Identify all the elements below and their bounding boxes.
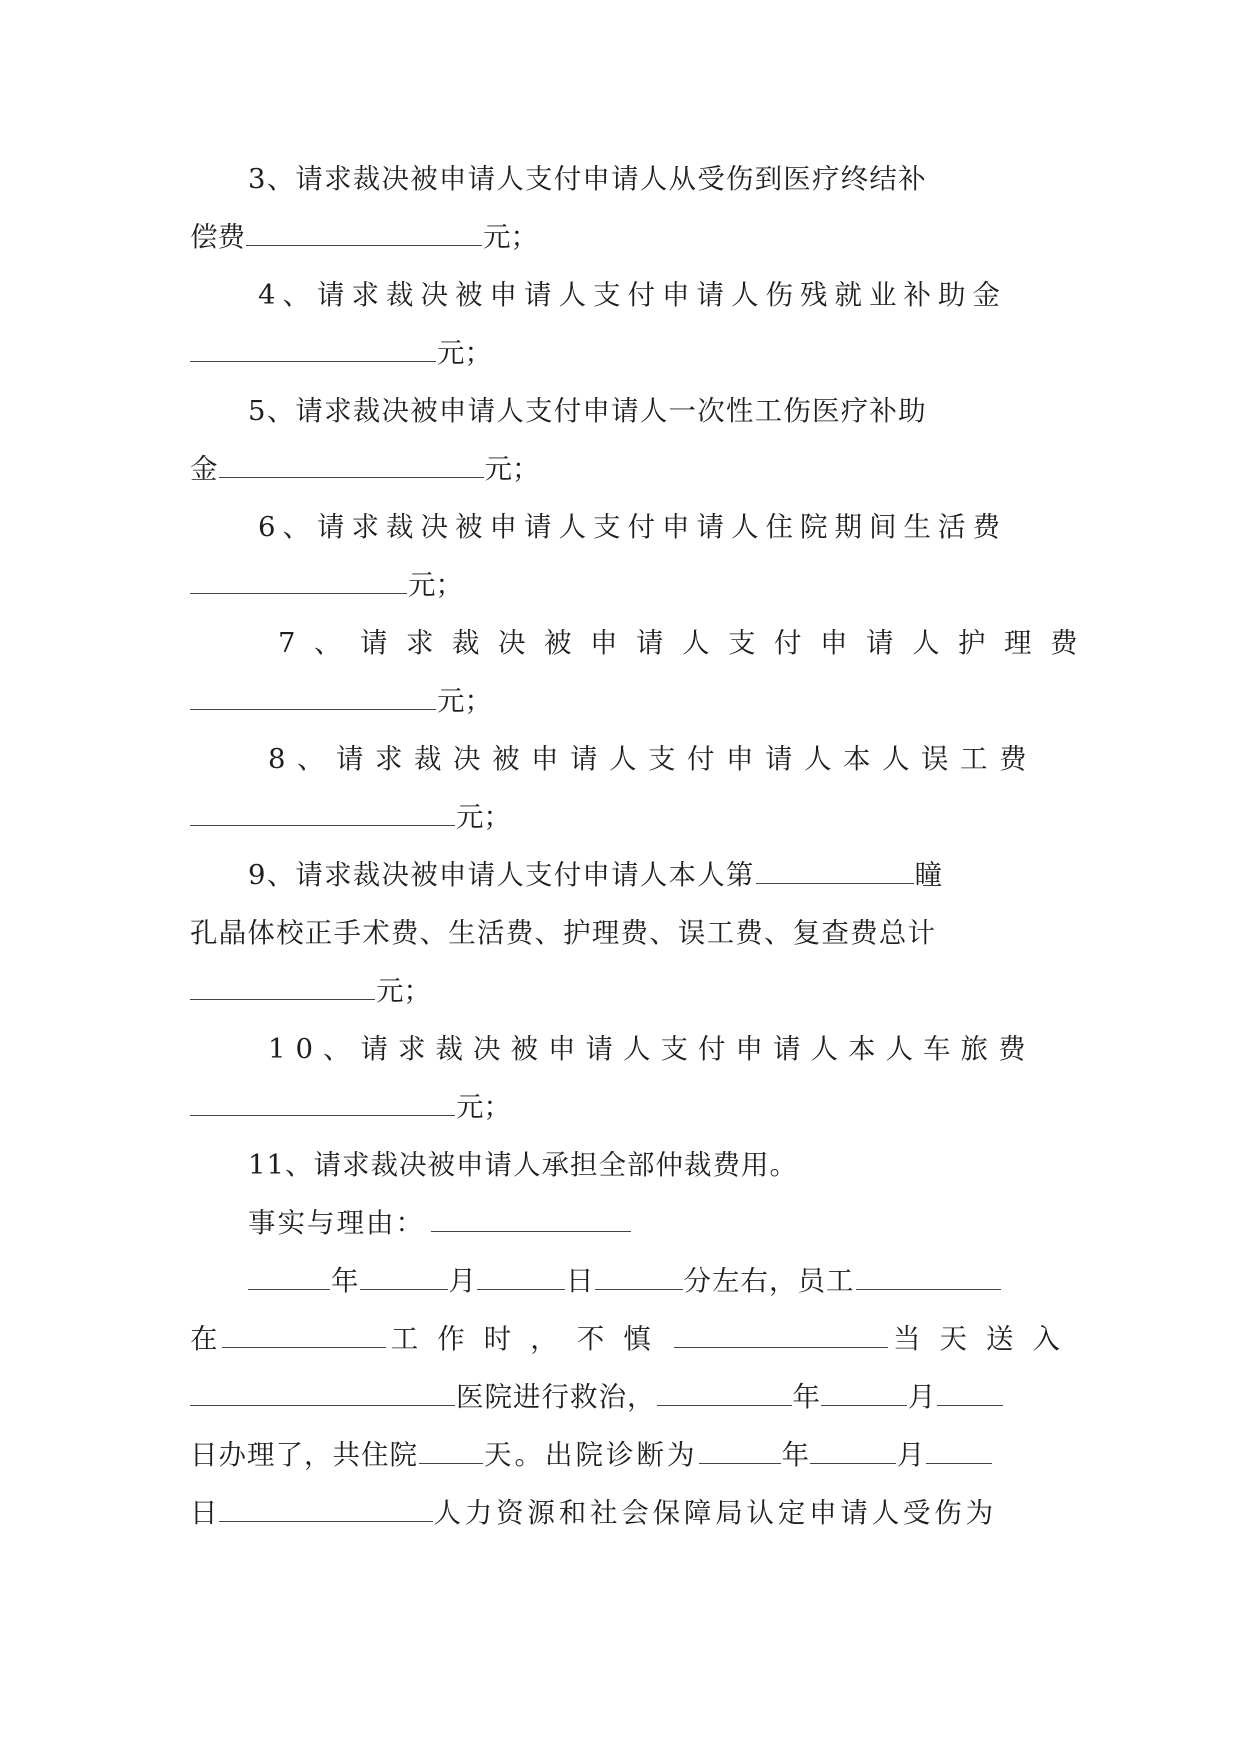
amount-blank[interactable] bbox=[190, 708, 436, 710]
year-label: 年 bbox=[792, 1381, 820, 1413]
day-label: 日 bbox=[566, 1265, 594, 1297]
handled-label: 日办理了，共住院 bbox=[190, 1439, 418, 1471]
unit-label: 元； bbox=[483, 221, 538, 253]
unit-label: 元； bbox=[456, 1091, 511, 1123]
minute-blank[interactable] bbox=[595, 1288, 683, 1290]
facts-line-5 bbox=[190, 1484, 1060, 1542]
unit-label: 元； bbox=[376, 975, 431, 1007]
item-5-text-cont: 金 bbox=[190, 453, 218, 485]
at-label: 在 bbox=[190, 1323, 218, 1355]
working-label: 工作时，不慎 bbox=[390, 1323, 670, 1355]
facts-blank[interactable] bbox=[431, 1230, 631, 1232]
item-4-line-1 bbox=[190, 266, 1060, 324]
bureau-blank[interactable] bbox=[219, 1520, 433, 1522]
item-8-line-1 bbox=[190, 730, 1060, 788]
hospital-blank[interactable] bbox=[190, 1404, 455, 1406]
item-9-tail: 瞳 bbox=[914, 859, 943, 891]
discharge-month-blank[interactable] bbox=[821, 1404, 907, 1406]
eye-blank[interactable] bbox=[756, 882, 914, 884]
document-page bbox=[190, 150, 1096, 1542]
item-4-text: 4、请求裁决被申请人支付申请人伤残就业补助金 bbox=[258, 279, 1007, 311]
item-7-text: 7、请求裁决被申请人支付申请人护理费 bbox=[278, 627, 1096, 659]
employee-blank[interactable] bbox=[856, 1288, 1001, 1290]
injury-blank[interactable] bbox=[674, 1346, 888, 1348]
item-5-line-1 bbox=[190, 382, 1060, 440]
bureau-label: 人力资源和社会保障局认定申请人受伤为 bbox=[433, 1497, 997, 1529]
item-10-line-1 bbox=[190, 1020, 1060, 1078]
facts-line-2 bbox=[190, 1310, 1079, 1368]
item-7-line-2 bbox=[190, 672, 1060, 730]
item-11-text: 11、请求裁决被申请人承担全部仲裁费用。 bbox=[248, 1149, 798, 1181]
facts-heading: 事实与理由： bbox=[248, 1207, 425, 1239]
item-3-text: 3、请求裁决被申请人支付申请人从受伤到医疗终结补 bbox=[248, 163, 927, 195]
amount-blank[interactable] bbox=[219, 476, 484, 478]
item-6-line-2 bbox=[190, 556, 1060, 614]
unit-label: 元； bbox=[408, 569, 463, 601]
days-blank[interactable] bbox=[419, 1462, 483, 1464]
facts-line-3 bbox=[190, 1368, 1060, 1426]
item-10-line-2 bbox=[190, 1078, 1060, 1136]
item-5-line-2 bbox=[190, 440, 1060, 498]
facts-line-4 bbox=[190, 1426, 1060, 1484]
item-3-line-1 bbox=[190, 150, 1060, 208]
month-blank[interactable] bbox=[360, 1288, 448, 1290]
discharge-year-blank[interactable] bbox=[657, 1404, 792, 1406]
item-5-text: 5、请求裁决被申请人支付申请人一次性工伤医疗补助 bbox=[248, 395, 927, 427]
facts-heading-line bbox=[190, 1194, 1060, 1252]
item-3-line-2 bbox=[190, 208, 1060, 266]
amount-blank[interactable] bbox=[190, 592, 407, 594]
day-label: 日 bbox=[190, 1497, 218, 1529]
unit-label: 元； bbox=[437, 337, 492, 369]
location-blank[interactable] bbox=[222, 1346, 386, 1348]
item-3-text-cont: 偿费 bbox=[190, 221, 245, 253]
facts-line-1 bbox=[190, 1252, 1060, 1310]
diag-day-blank[interactable] bbox=[926, 1462, 992, 1464]
diagnosis-label: 天。出院诊断为 bbox=[484, 1439, 698, 1471]
amount-blank[interactable] bbox=[190, 1114, 455, 1116]
minute-label: 分左右，员工 bbox=[683, 1265, 855, 1297]
item-7-line-1 bbox=[190, 614, 1096, 672]
unit-label: 元； bbox=[484, 453, 540, 485]
diag-year-blank[interactable] bbox=[699, 1462, 781, 1464]
item-6-line-1 bbox=[190, 498, 1060, 556]
item-8-line-2 bbox=[190, 788, 1060, 846]
item-8-text: 8、请求裁决被申请人支付申请人本人误工费 bbox=[268, 743, 1038, 775]
year-blank[interactable] bbox=[248, 1288, 330, 1290]
unit-label: 元； bbox=[456, 801, 511, 833]
hospital-label: 医院进行救治， bbox=[456, 1381, 656, 1413]
item-9-line-2 bbox=[190, 904, 1060, 962]
amount-blank[interactable] bbox=[246, 244, 482, 246]
item-9-line-1 bbox=[190, 846, 1060, 904]
month-label: 月 bbox=[448, 1265, 476, 1297]
item-9-text-cont: 孔晶体校正手术费、生活费、护理费、误工费、复查费总计 bbox=[190, 917, 937, 949]
unit-label: 元； bbox=[437, 685, 492, 717]
year-label: 年 bbox=[331, 1265, 359, 1297]
month-label: 月 bbox=[897, 1439, 925, 1471]
item-9-text: 9、请求裁决被申请人支付申请人本人第 bbox=[248, 859, 755, 891]
item-11-line-1 bbox=[190, 1136, 1060, 1194]
item-4-line-2 bbox=[190, 324, 1060, 382]
sent-to-label: 当天送入 bbox=[893, 1323, 1079, 1355]
amount-blank[interactable] bbox=[190, 360, 436, 362]
amount-blank[interactable] bbox=[190, 998, 375, 1000]
item-10-text: 10、请求裁决被申请人支付申请人本人车旅费 bbox=[268, 1033, 1036, 1065]
month-label: 月 bbox=[908, 1381, 936, 1413]
item-6-text: 6、请求裁决被申请人支付申请人住院期间生活费 bbox=[258, 511, 1007, 543]
discharge-day-blank[interactable] bbox=[937, 1404, 1003, 1406]
amount-blank[interactable] bbox=[190, 824, 455, 826]
year-label: 年 bbox=[781, 1439, 809, 1471]
item-9-line-3 bbox=[190, 962, 1060, 1020]
diag-month-blank[interactable] bbox=[810, 1462, 896, 1464]
day-blank[interactable] bbox=[477, 1288, 565, 1290]
